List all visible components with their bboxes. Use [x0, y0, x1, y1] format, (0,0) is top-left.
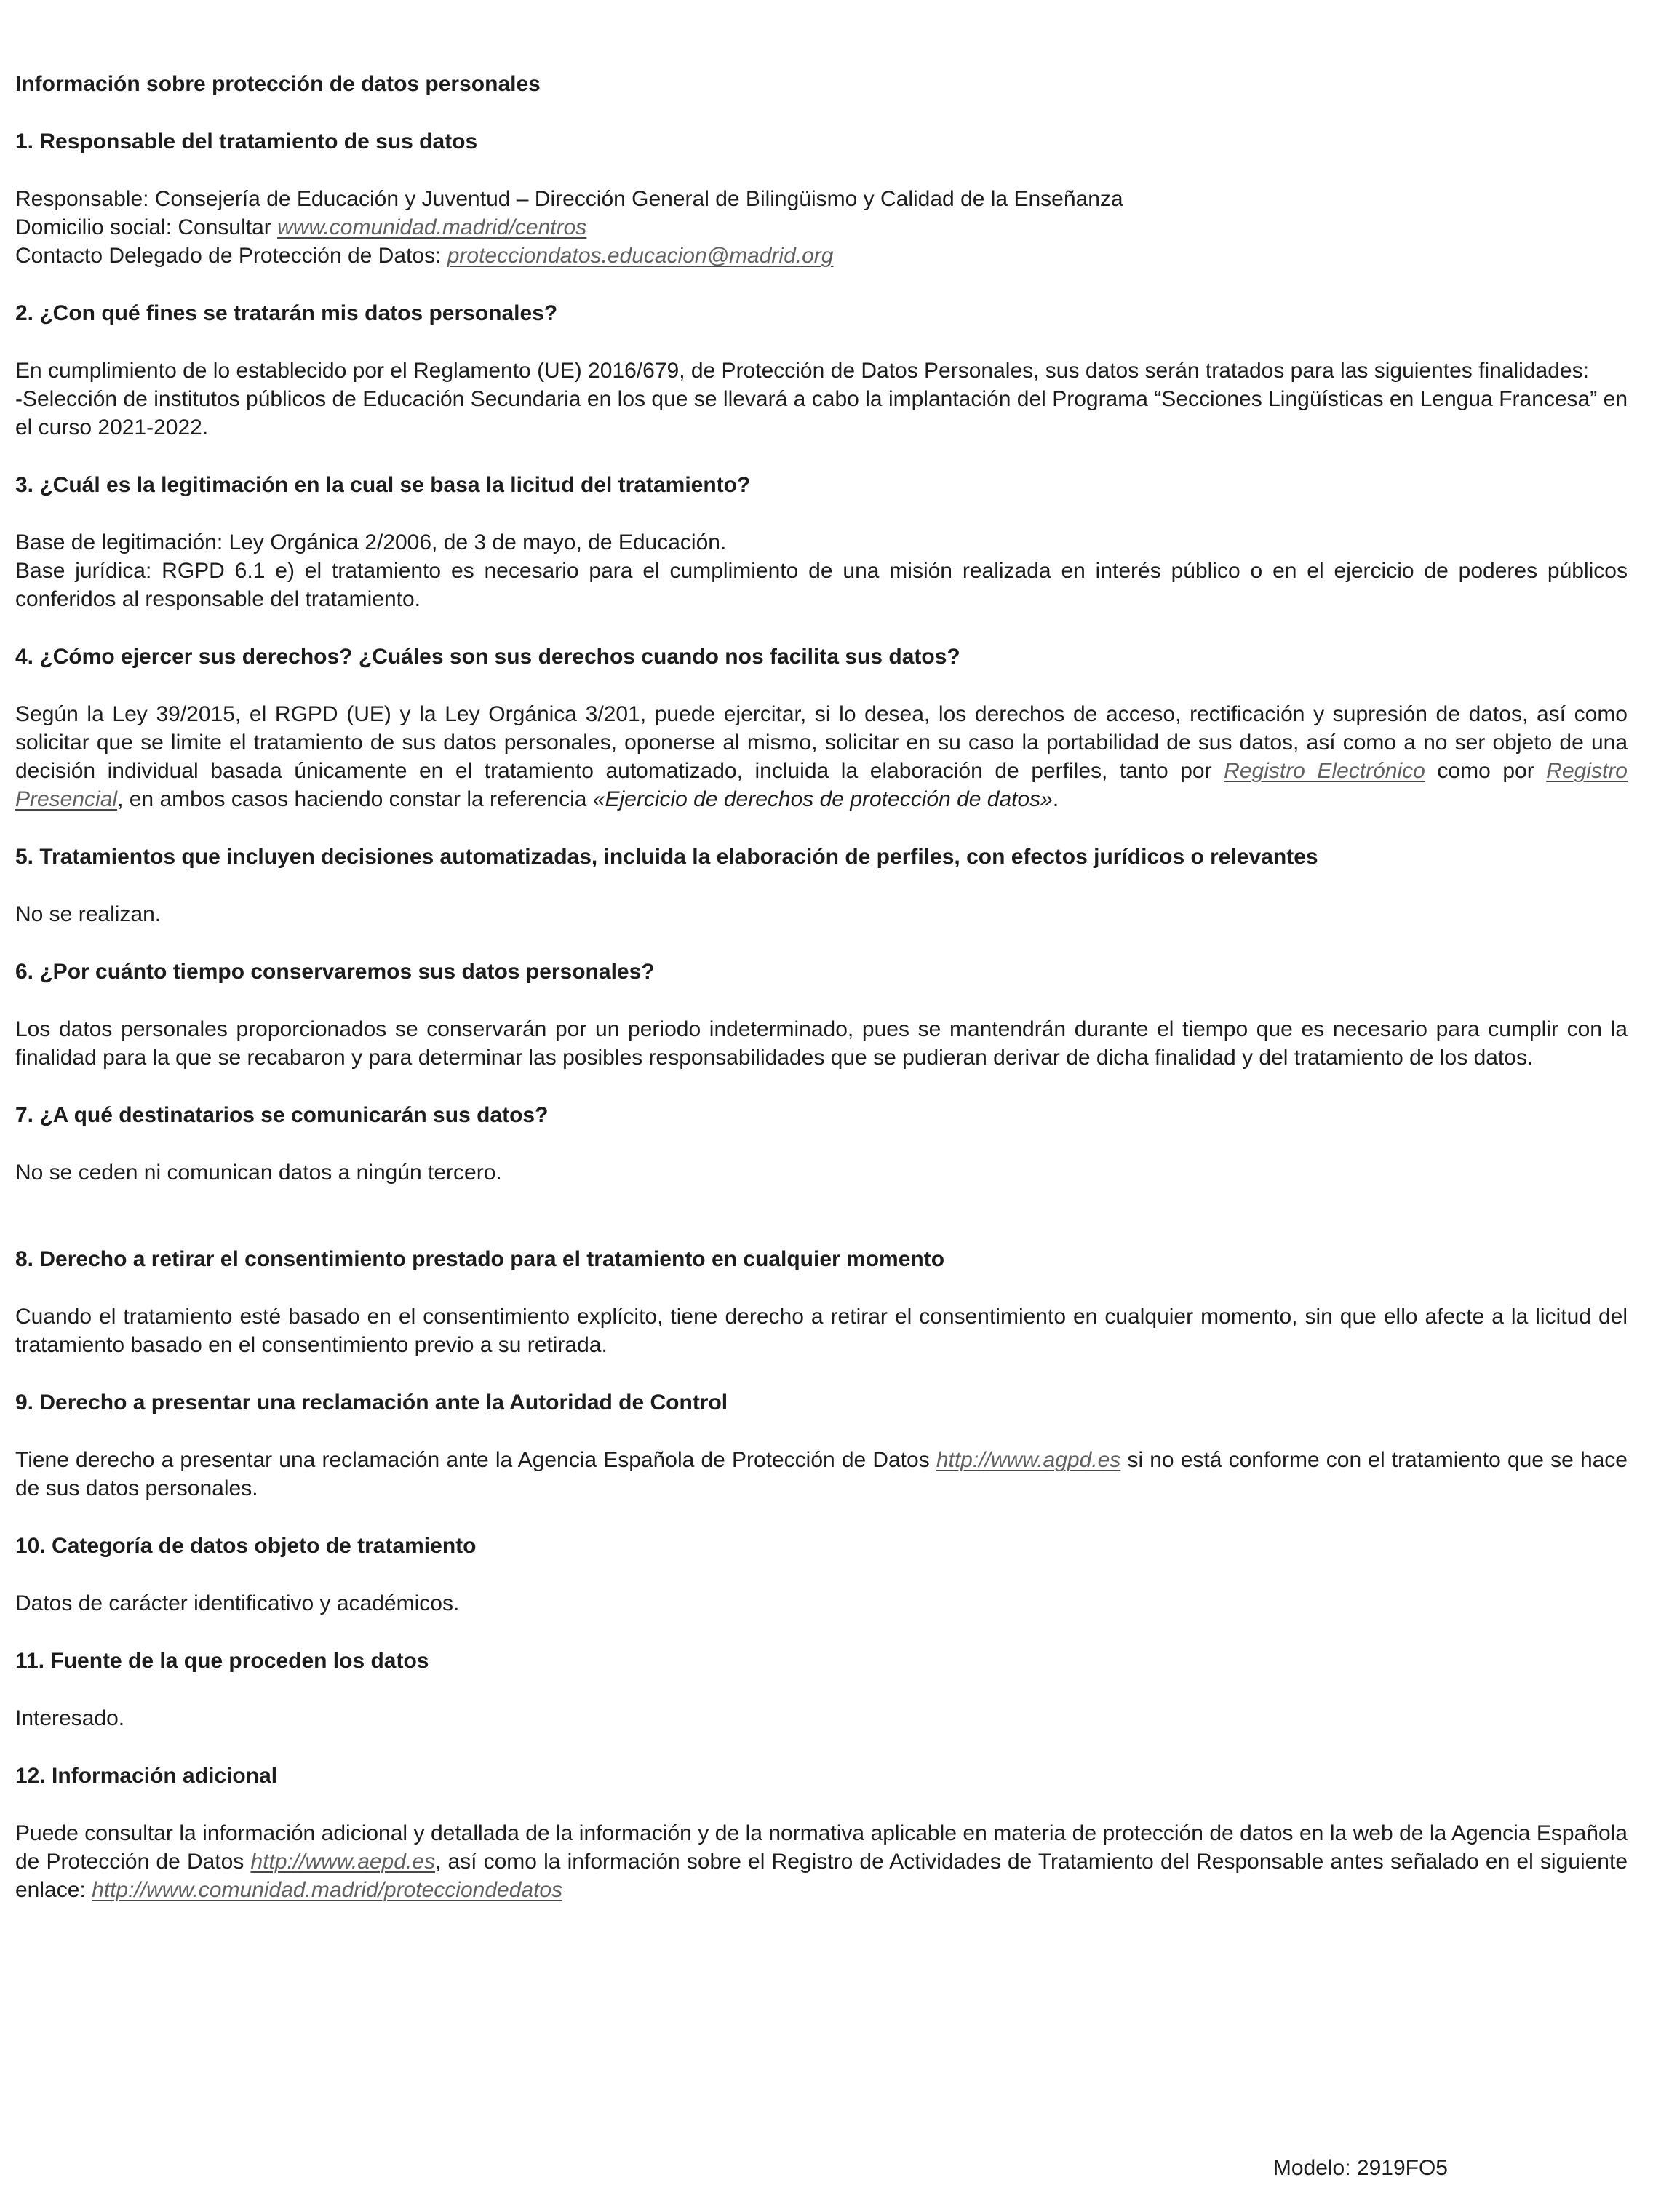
text-run: Según la Ley 39/2015, el RGPD (UE) y la Ley Orgánica 3/201, puede ejercitar, si lo desea, los derechos de acceso, rectificación y supresión de datos, así como solicitar que se limite el tratamiento de sus datos personales, oponerse al mismo, solicitar en su caso la portabilidad de sus datos, así como a no ser objeto de una decisión individual basada únicamente en el tratamiento automatizado, incluida la elaboración de perfiles, tanto por	[15, 702, 1628, 783]
text-run: .	[1052, 787, 1059, 811]
reference-phrase: «Ejercicio de derechos de protección de datos»	[592, 787, 1053, 811]
section-3-paragraph-1: Base de legitimación: Ley Orgánica 2/2006, de 3 de mayo, de Educación.	[15, 530, 727, 554]
section-11-heading: 11. Fuente de la que proceden los datos	[15, 1649, 429, 1673]
section-2-paragraph-2: -Selección de institutos públicos de Educación Secundaria en los que se llevará a cabo la implantación del Programa “Secciones Lingüísticas en Lengua Francesa” en el curso 2021-2022.	[15, 387, 1628, 439]
section-4	[15, 642, 1628, 813]
text-run: Puede consultar la información adicional y detallada de la información y de la normativa aplicable en materia de protección de datos en la web de la Agencia Española de Protección de Datos	[15, 1821, 1628, 1874]
section-2	[15, 299, 1628, 442]
section-12	[15, 1762, 1628, 1904]
responsable-line: Responsable: Consejería de Educación y Juventud – Dirección General de Bilingüismo y Calidad de la Enseñanza	[15, 187, 1123, 211]
section-7	[15, 1101, 1628, 1187]
section-9	[15, 1388, 1628, 1503]
section-5-paragraph: No se realizan.	[15, 902, 162, 926]
section-4-heading: 4. ¿Cómo ejercer sus derechos? ¿Cuáles son sus derechos cuando nos facilita sus datos?	[15, 645, 960, 669]
section-10	[15, 1532, 1628, 1618]
section-2-heading: 2. ¿Con qué fines se tratarán mis datos personales?	[15, 301, 558, 325]
section-5	[15, 843, 1628, 928]
section-4-paragraph	[15, 700, 1628, 813]
section-6	[15, 958, 1628, 1072]
section-8	[15, 1216, 1628, 1359]
section-10-heading: 10. Categoría de datos objeto de tratamiento	[15, 1534, 477, 1558]
section-8-heading: 8. Derecho a retirar el consentimiento prestado para el tratamiento en cualquier momento	[15, 1247, 945, 1271]
text-run: , así como la información sobre el Registro de Actividades de Tratamiento del Responsable antes señalado en el siguiente enlace:	[15, 1850, 1628, 1902]
section-9-paragraph	[15, 1446, 1628, 1503]
section-3-paragraph-2: Base jurídica: RGPD 6.1 e) el tratamiento es necesario para el cumplimiento de una misión realizada en interés público o en el ejercicio de poderes públicos conferidos al responsable del tratamiento.	[15, 559, 1628, 611]
section-1-heading: 1. Responsable del tratamiento de sus datos	[15, 130, 478, 154]
section-9-heading: 9. Derecho a presentar una reclamación ante la Autoridad de Control	[15, 1391, 728, 1415]
link-agpd[interactable]: http://www.agpd.es	[936, 1448, 1121, 1472]
link-registro-electronico[interactable]: Registro Electrónico	[1224, 759, 1425, 783]
model-number: Modelo: 2919FO5	[1272, 2156, 1448, 2180]
section-1-body	[15, 185, 1628, 270]
section-5-heading: 5. Tratamientos que incluyen decisiones automatizadas, incluida la elaboración de perfiles, con efectos jurídicos o relevantes	[15, 845, 1318, 869]
text-run: Tiene derecho a presentar una reclamación ante la Agencia Española de Protección de Datos	[15, 1448, 936, 1472]
section-7-heading: 7. ¿A qué destinatarios se comunicarán sus datos?	[15, 1103, 549, 1127]
section-1	[15, 127, 1628, 270]
contacto-label: Contacto Delegado de Protección de Datos:	[15, 244, 447, 268]
section-11	[15, 1647, 1628, 1732]
section-11-paragraph: Interesado.	[15, 1706, 125, 1730]
link-comunidad-madrid-protecciondedatos[interactable]: http://www.comunidad.madrid/protecciondedatos	[92, 1878, 563, 1902]
section-12-heading: 12. Información adicional	[15, 1764, 278, 1788]
section-3-heading: 3. ¿Cuál es la legitimación en la cual se basa la licitud del tratamiento?	[15, 473, 751, 497]
link-aepd[interactable]: http://www.aepd.es	[250, 1850, 435, 1874]
section-10-paragraph: Datos de carácter identificativo y académicos.	[15, 1591, 460, 1615]
link-registro-presencial[interactable]: Registro Presencial	[15, 759, 1628, 811]
domicilio-label: Domicilio social: Consultar	[15, 215, 278, 239]
section-12-paragraph	[15, 1819, 1628, 1904]
section-6-paragraph: Los datos personales proporcionados se conservarán por un periodo indeterminado, pues se mantendrán durante el tiempo que es necesario para cumplir con la finalidad para la que se recabaron y para determinar las posibles responsabilidades que se pudieran derivar de dicha finalidad y del tratamiento de los datos.	[15, 1017, 1628, 1070]
text-run: , en ambos casos haciendo constar la referencia	[117, 787, 593, 811]
section-3	[15, 471, 1628, 613]
section-6-heading: 6. ¿Por cuánto tiempo conservaremos sus datos personales?	[15, 960, 655, 984]
section-2-paragraph-1: En cumplimiento de lo establecido por el Reglamento (UE) 2016/679, de Protección de Datos Personales, sus datos serán tratados para las siguientes finalidades:	[15, 359, 1589, 383]
section-8-paragraph: Cuando el tratamiento esté basado en el consentimiento explícito, tiene derecho a retirar el consentimiento en cualquier momento, sin que ello afecte a la licitud del tratamiento basado en el consentimiento previo a su retirada.	[15, 1305, 1628, 1357]
page-title: Información sobre protección de datos personales	[15, 72, 541, 96]
link-proteccion-datos-email[interactable]: protecciondatos.educacion@madrid.org	[447, 244, 834, 268]
text-run: como por	[1425, 759, 1547, 783]
section-7-paragraph: No se ceden ni comunican datos a ningún tercero.	[15, 1161, 502, 1185]
text-run: si no está conforme con el tratamiento que se hace de sus datos personales.	[15, 1448, 1628, 1500]
link-comunidad-madrid-centros[interactable]: www.comunidad.madrid/centros	[277, 215, 587, 239]
